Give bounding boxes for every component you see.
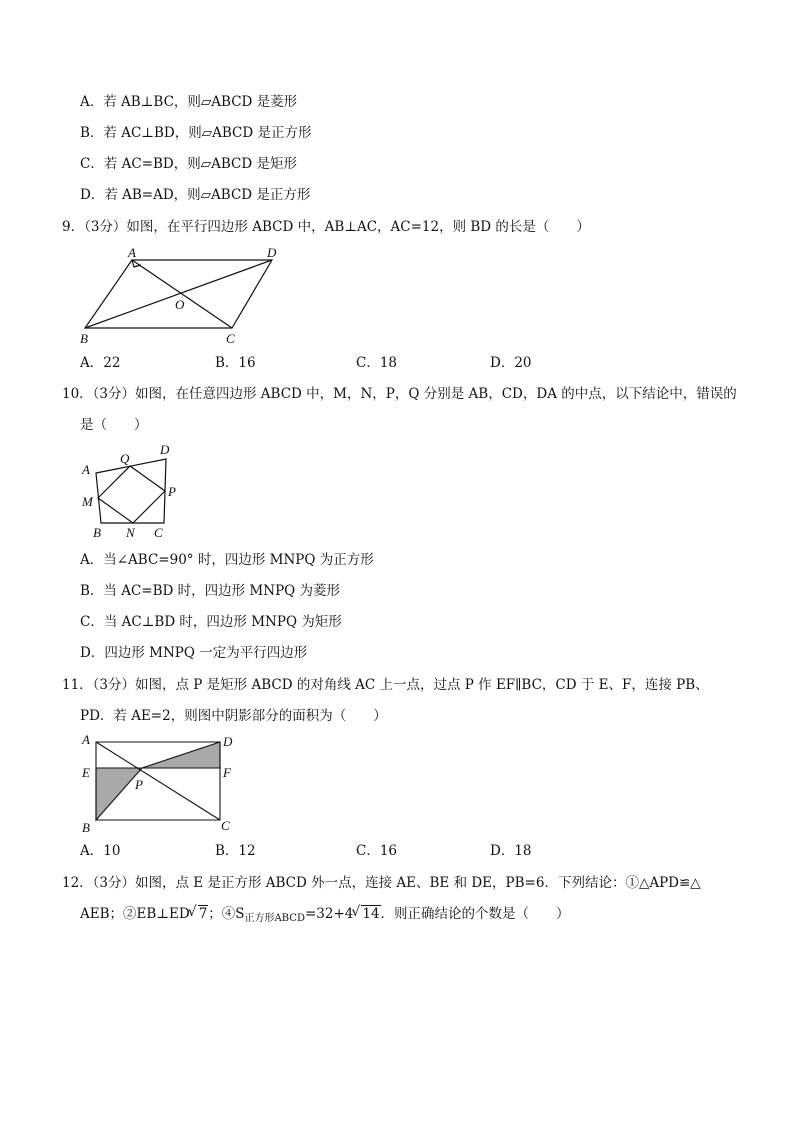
- q11-option-a: A．10: [80, 843, 121, 859]
- q9-figure: [75, 243, 290, 348]
- q11-figure: [78, 730, 238, 835]
- q10-label-a: A: [82, 462, 90, 477]
- q12-line2-b: ；④S: [208, 906, 245, 922]
- q11-option-d: D．18: [490, 843, 532, 859]
- q10-stem-line1: 10．（3分）如图，在任意四边形 ABCD 中，M，N，P，Q 分别是 AB，CD，DA 的中点，以下结论中，错误的: [62, 386, 737, 402]
- q11-stem-line1: 11．（3分）如图，点 P 是矩形 ABCD 的对角线 AC 上一点，过点 P 作 EF∥BC，CD 于 E、F，连接 PB、: [62, 677, 709, 693]
- q9-label-d: D: [267, 245, 277, 260]
- q9-label-b: B: [80, 331, 88, 346]
- q11-label-c: C: [221, 818, 230, 833]
- q10-label-d: D: [160, 442, 170, 457]
- q12-sqrt-7: √ 7: [190, 905, 209, 923]
- q10-label-b: B: [93, 525, 101, 540]
- q10-label-p: P: [168, 484, 176, 499]
- q12-line2-a: AEB；②EB⊥ED: [80, 906, 190, 922]
- q11-label-b: B: [82, 820, 90, 835]
- q10-label-m: M: [82, 494, 93, 509]
- q9-option-a: A．22: [80, 355, 121, 371]
- q12-sqrt-14: √ 14: [353, 905, 380, 923]
- q10-figure: [78, 440, 188, 542]
- q9-label-a: A: [128, 245, 136, 260]
- q9-label-o: O: [175, 297, 185, 312]
- q9-stem: 9．（3分）如图，在平行四边形 ABCD 中，AB⊥AC，AC=12，则 BD 的长是（ ）: [62, 219, 590, 235]
- q10-option-b: B．当 AC=BD 时，四边形 MNPQ 为菱形: [80, 583, 341, 599]
- q8-option-c: C．若 AC=BD，则▱ABCD 是矩形: [80, 156, 298, 172]
- q10-option-a: A．当∠ABC=90° 时，四边形 MNPQ 为正方形: [80, 552, 374, 568]
- q11-label-a: A: [82, 732, 90, 747]
- q10-option-d: D．四边形 MNPQ 一定为平行四边形: [80, 645, 308, 661]
- q11-stem-line2: PD．若 AE=2，则图中阴影部分的面积为（ ）: [80, 708, 387, 724]
- q10-option-c: C．当 AC⊥BD 时，四边形 MNPQ 为矩形: [80, 614, 342, 630]
- q11-option-c: C．16: [356, 843, 398, 859]
- q12-line2-d: ．则正确结论的个数是（ ）: [380, 906, 570, 922]
- q9-label-c: C: [226, 331, 235, 346]
- q12-line2-c: =32+4: [304, 906, 354, 922]
- q12-line2-sub: 正方形ABCD: [244, 913, 305, 924]
- q12-stem-line1: 12．（3分）如图，点 E 是正方形 ABCD 外一点，连接 AE、BE 和 DE，PB=6．下列结论：①△APD≌△: [62, 875, 701, 891]
- q9-option-c: C．18: [356, 355, 398, 371]
- q11-label-p: P: [135, 777, 143, 792]
- q8-option-b: B．若 AC⊥BD，则▱ABCD 是正方形: [80, 125, 312, 141]
- q9-option-d: D．20: [490, 355, 532, 371]
- q11-option-b: B．12: [215, 843, 256, 859]
- q10-stem-line2: 是（ ）: [80, 417, 148, 433]
- q11-label-e: E: [82, 765, 90, 780]
- q10-label-q: Q: [120, 451, 130, 466]
- q12-stem-line2: [80, 905, 570, 928]
- q10-label-c: C: [154, 525, 163, 540]
- q10-label-n: N: [126, 525, 135, 540]
- q8-option-a: A．若 AB⊥BC，则▱ABCD 是菱形: [80, 94, 298, 110]
- q9-option-b: B．16: [215, 355, 256, 371]
- q11-label-d: D: [223, 734, 233, 749]
- q11-label-f: F: [223, 765, 231, 780]
- q8-option-d: D．若 AB=AD，则▱ABCD 是正方形: [80, 187, 311, 203]
